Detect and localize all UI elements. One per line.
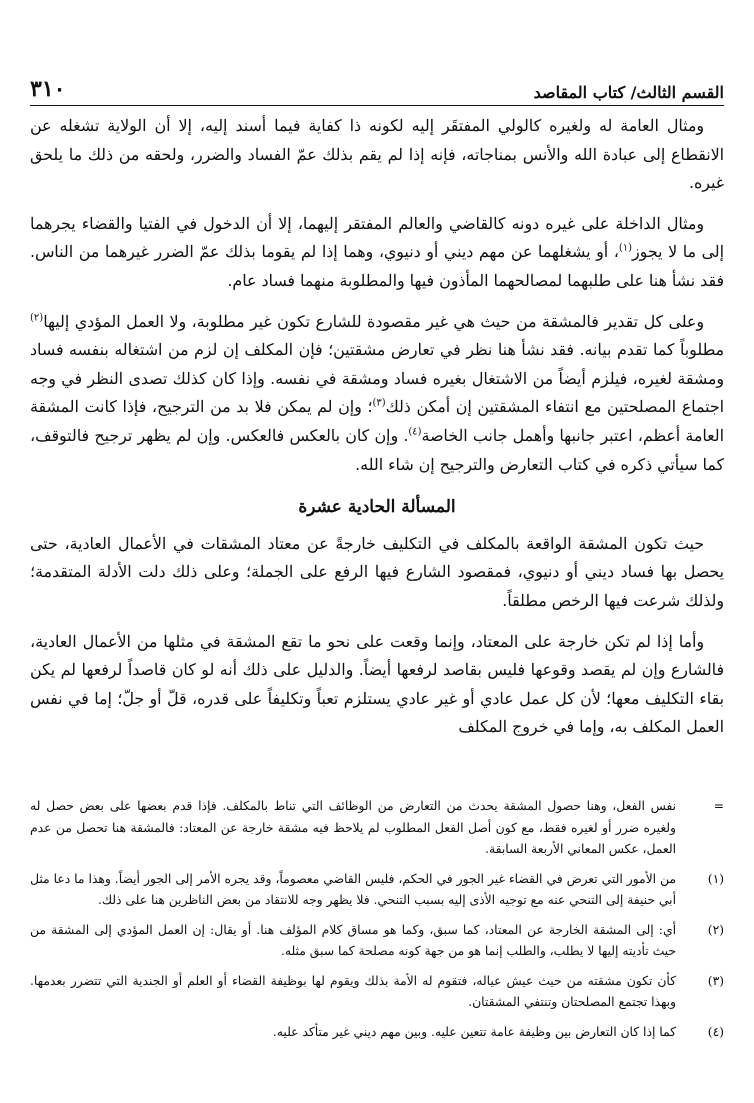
running-title: القسم الثالث/ كتاب المقاصد [533, 83, 724, 102]
page-number: ٣١٠ [30, 76, 66, 102]
paragraph-1: ومثال العامة له ولغيره كالولي المفتقَر إليه لكونه ذا كفاية فيما أسند إليه، إلا أن الولاية تشغله عن الانقطاع إلى عبادة الله والأنس بمناجاته، فإنه إذا لم يقم بذلك عمّ الفساد والضرر، ولحقه من ذلك ما يلحق غيره. [30, 116, 724, 193]
footnote-text: نفس الفعل، وهنا حصول المشقة يحدث من التعارض من الوظائف التي تناط بالمكلف. فإذا قدم بعضها على بعض حصل له ولغيره ضرر أو لغيره فقط، مع كون أصل الفعل المطلوب لم يلاحظ فيه مشقة خارجة عن المعتاد: فالمشقة هنا تحصل من عدم العمل، عكس المعاني الأربعة السابقة. [30, 799, 676, 856]
footnote-3 [30, 971, 724, 1014]
section-heading: المسألة الحادية عشرة [298, 497, 456, 518]
footnote-text: من الأمور التي تعرض في القضاء غير الجور في الحكم، فليس القاضي معصوماً، وقد يجره الأمر إلى الجور أيضاً. وهذا ما دعا مثل أبي حنيفة إلى التنحي عنه مع توجيه الأذى إليه بسبب التنحي. فلا يظهر وجه للانتقاد من بعض الناظرين هنا على ذلك. [30, 871, 676, 907]
footnote-number: = [713, 799, 724, 813]
footnote-ref-1[interactable]: (١) [618, 243, 633, 255]
footnotes [30, 796, 724, 1051]
footnote-number: (١) [707, 871, 724, 886]
footnote-text: أي: إلى المشقة الخارجة عن المعتاد، كما سبق، وكما هو مساق كلام المؤلف هنا. أو يقال: إن العمل المؤدي إلى المشقة من حيث تأديته إليها لا يطلب، والطلب إنما هو من جهة كونه مصلحة كما سبق مثله. [30, 922, 676, 958]
footnote-1 [30, 869, 724, 912]
paragraph-3-part-a: وعلى كل تقدير فالمشقة من حيث هي غير مقصودة للشارع تكون غير مطلوبة، ولا العمل المؤدي إليها [43, 311, 704, 331]
paragraph-3-part-b: مطلوباً كما تقدم بيانه. فقد نشأ هنا نظر في تعارض مشقتين؛ فإن المكلف إن لزم من اشتغاله بنفسه فساد ومشقة لغيره، فيلزم أيضاً من الاشتغال بغيره فساد ومشقة في نفسه. وإذا كان كذلك تصدى النظر في وجه اجتماع المصلحتين مع انتفاء المشقتين إن أمكن ذلك [30, 340, 724, 417]
footnote-number: (٢) [707, 922, 724, 937]
footnote-number: (٣) [707, 973, 724, 988]
paragraph-5: وأما إذا لم تكن خارجة على المعتاد، وإنما وقعت على نحو ما تقع المشقة في مثلها من الأعمال العادية، فالشارع وإن لم يقصد وقوعها فليس بقاصد لرفعها أيضاً. والدليل على ذلك أنه لو كان قاصداً لرفعها لم يكن بقاء التكليف معها؛ لأن كل عمل عادي أو غير عادي يستلزم تعباً وتكليفاً على قدره، قلّ أو جلّ؛ إما في نفس العمل المكلف به، وإما في خروج المكلف [30, 631, 724, 737]
footnote-ref-4[interactable]: (٤) [408, 426, 422, 438]
paragraph-2 [30, 210, 724, 296]
paragraph-2-part-a: ومثال الداخلة على غيره دونه كالقاضي والعالم المفتقر إليهما، إلا أن الدخول في الفتيا والقضاء يجرهما إلى ما لا يجوز [30, 213, 724, 262]
footnote-text: كما إذا كان التعارض بين وظيفة عامة تتعين عليه. وبين مهم ديني غير متأكد عليه. [272, 1024, 676, 1039]
paragraph-3 [30, 308, 724, 480]
footnote-text: كأن تكون مشقته من حيث عيش عياله، فتقوم له الأمة بذلك ويقوم لها بوظيفة القضاء أو العلم أو الجندية التي تتضرر بعدمها. وبهذا تجتمع المصلحتان وتنتفي المشقتان. [30, 973, 676, 1009]
footnote-ref-3[interactable]: (٣) [372, 398, 386, 410]
main-text [30, 112, 724, 754]
page-header [30, 66, 724, 106]
footnote-4 [30, 1022, 724, 1044]
footnote-continuation [30, 796, 724, 861]
paragraph-4: حيث تكون المشقة الواقعة بالمكلف في التكليف خارجةً عن معتاد المشقات في الأعمال العادية، حتى يحصل بها فساد ديني أو دنيوي، فمقصود الشارع فيها الرفع على الجملة؛ وعلى ذلك دلت الأدلة المتقدمة؛ ولذلك شرعت فيها الرخص مطلقاً. [30, 533, 724, 610]
paragraph-3-part-c: ؛ وإن لم يمكن فلا بد من الترجيح، فإذا كانت المشقة العامة أعظم، اعتبر جانبها وأهمل جانب الخاصة [30, 397, 724, 445]
paragraph-2-part-b: ، أو يشغلهما عن مهم ديني أو دنيوي، وهما إذا لم يقوما بذلك عمّ الضرر غيرهما من الناس. فقد نشأ هنا على طلبهما لمصالحهما المأذون فيها والمطلوبة منهما فساد عام. [30, 242, 724, 290]
footnote-number: (٤) [707, 1024, 724, 1039]
footnote-ref-2[interactable]: (٢) [30, 312, 44, 324]
paragraph-3-part-d: . وإن كان بالعكس فالعكس. وإن لم يظهر ترجيح فالتوقف، كما سيأتي ذكره في كتاب التعارض والترجيح إن شاء الله. [30, 425, 724, 474]
footnote-2 [30, 920, 724, 963]
